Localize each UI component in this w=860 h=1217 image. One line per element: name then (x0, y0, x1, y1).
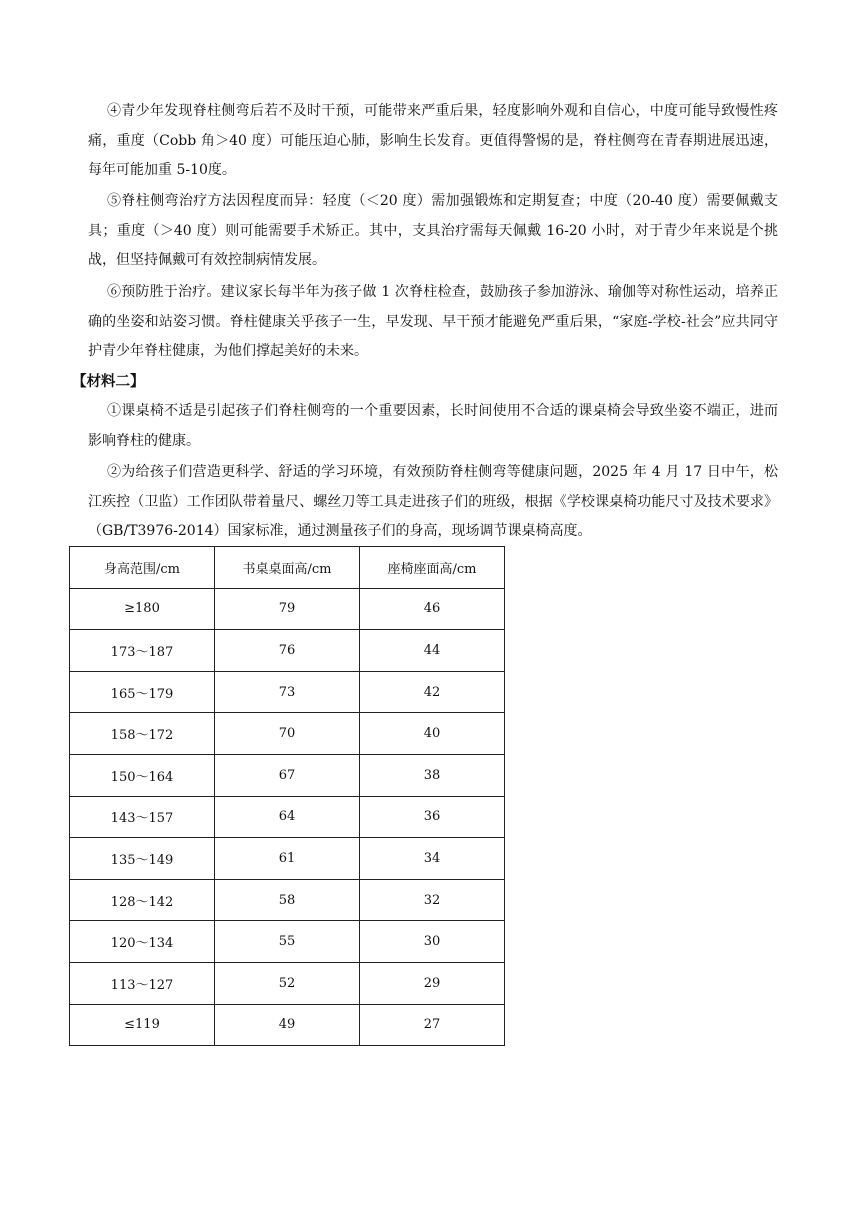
cell-seat-height: 32 (360, 879, 505, 921)
cell-desk-height: 55 (215, 921, 360, 963)
desk-chair-height-table (69, 546, 505, 1046)
header-desk-height: 书桌桌面高/cm (215, 547, 360, 589)
cell-seat-height: 38 (360, 754, 505, 796)
cell-desk-height: 70 (215, 713, 360, 755)
paragraph-6: ⑥预防胜于治疗。建议家长每半年为孩子做 1 次脊柱检查，鼓励孩子参加游泳、瑜伽等对称性运动，培养正确的坐姿和站姿习惯。脊柱健康关乎孩子一生，早发现、早干预才能避免严重后果，“家庭-学校-社会”应共同守护青少年脊柱健康，为他们撑起美好的未来。 (88, 284, 778, 359)
cell-desk-height: 76 (215, 630, 360, 672)
cell-desk-height: 64 (215, 796, 360, 838)
paragraph-material2-2: ②为给孩子们营造更科学、舒适的学习环境，有效预防脊柱侧弯等健康问题，2025 年 4 月 17 日中午，松江疾控（卫监）工作团队带着量尺、螺丝刀等工具走进孩子们的班级，根据《学校课桌椅功能尺寸及技术要求》（GB/T3976-2014）国家标准，通过测量孩子们的身高，现场调节课桌椅高度。 (88, 464, 778, 539)
header-height-range: 身高范围/cm (70, 547, 215, 589)
table-row (70, 1004, 505, 1046)
cell-height-range: 113～127 (70, 962, 215, 1004)
section-heading: 【材料二】 (72, 373, 145, 390)
table-row (70, 796, 505, 838)
table-row (70, 630, 505, 672)
cell-desk-height: 67 (215, 754, 360, 796)
cell-height-range: 158～172 (70, 713, 215, 755)
header-seat-height: 座椅座面高/cm (360, 547, 505, 589)
cell-seat-height: 40 (360, 713, 505, 755)
cell-seat-height: 27 (360, 1004, 505, 1046)
cell-desk-height: 61 (215, 838, 360, 880)
cell-height-range: ≥180 (70, 588, 215, 630)
table-row (70, 962, 505, 1004)
cell-seat-height: 36 (360, 796, 505, 838)
cell-desk-height: 58 (215, 879, 360, 921)
table-row (70, 754, 505, 796)
cell-desk-height: 73 (215, 671, 360, 713)
table-row (70, 921, 505, 963)
cell-seat-height: 30 (360, 921, 505, 963)
table-row (70, 713, 505, 755)
cell-seat-height: 34 (360, 838, 505, 880)
table-row (70, 588, 505, 630)
cell-seat-height: 44 (360, 630, 505, 672)
cell-desk-height: 52 (215, 962, 360, 1004)
cell-desk-height: 79 (215, 588, 360, 630)
cell-height-range: 143～157 (70, 796, 215, 838)
cell-height-range: 120～134 (70, 921, 215, 963)
cell-height-range: 165～179 (70, 671, 215, 713)
table-row (70, 838, 505, 880)
table-row (70, 879, 505, 921)
cell-height-range: 173～187 (70, 630, 215, 672)
paragraph-5: ⑤脊柱侧弯治疗方法因程度而异：轻度（＜20 度）需加强锻炼和定期复查；中度（20-40 度）需要佩戴支具；重度（＞40 度）则可能需要手术矫正。其中，支具治疗需每天佩戴 16-20 小时，对于青少年来说是个挑战，但坚持佩戴可有效控制病情发展。 (88, 193, 778, 268)
table-header-row (70, 547, 505, 589)
cell-desk-height: 49 (215, 1004, 360, 1046)
cell-height-range: ≤119 (70, 1004, 215, 1046)
table-row (70, 671, 505, 713)
cell-seat-height: 46 (360, 588, 505, 630)
cell-seat-height: 29 (360, 962, 505, 1004)
cell-height-range: 150～164 (70, 754, 215, 796)
paragraph-4: ④青少年发现脊柱侧弯后若不及时干预，可能带来严重后果，轻度影响外观和自信心，中度可能导致慢性疼痛，重度（Cobb 角＞40 度）可能压迫心肺，影响生长发育。更值得警惕的是，脊柱侧弯在青春期进展迅速，每年可能加重 5-10度。 (88, 103, 778, 178)
paragraph-material2-1: ①课桌椅不适是引起孩子们脊柱侧弯的一个重要因素，长时间使用不合适的课桌椅会导致坐姿不端正，进而影响脊柱的健康。 (88, 403, 778, 449)
cell-seat-height: 42 (360, 671, 505, 713)
cell-height-range: 128～142 (70, 879, 215, 921)
cell-height-range: 135～149 (70, 838, 215, 880)
